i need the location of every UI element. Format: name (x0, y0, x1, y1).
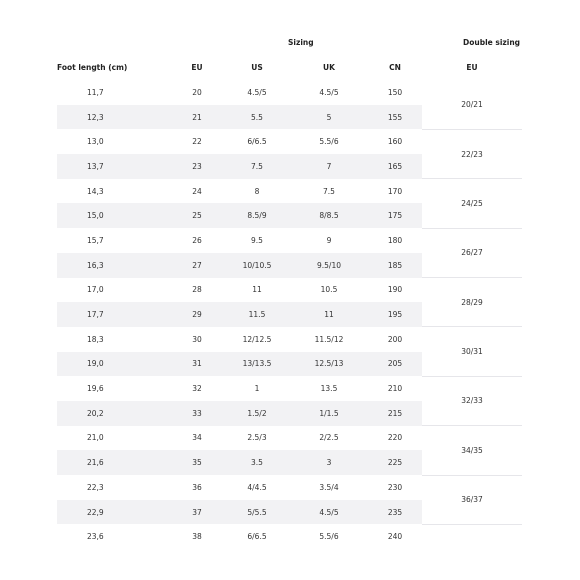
uk-cell: 2/2.5 (290, 426, 368, 451)
table-row (57, 228, 522, 253)
table-row (57, 376, 522, 401)
us-cell: 13/13.5 (224, 352, 290, 377)
table-row (57, 475, 522, 500)
cn-cell: 200 (368, 327, 422, 352)
table-row (57, 327, 522, 352)
eu-cell: 30 (170, 327, 224, 352)
cn-cell: 195 (368, 302, 422, 327)
foot-length-cell: 15,0 (57, 203, 170, 228)
foot-length-cell: 12,3 (57, 105, 170, 130)
us-cell: 11 (224, 278, 290, 303)
us-cell: 5.5 (224, 105, 290, 130)
uk-cell: 3 (290, 450, 368, 475)
double-sizing-cell: 26/27 (422, 228, 522, 277)
cn-cell: 235 (368, 500, 422, 525)
table-row (57, 129, 522, 154)
double-sizing-cell: 32/33 (422, 376, 522, 425)
table-row (57, 524, 522, 549)
cn-cell: 220 (368, 426, 422, 451)
us-cell: 12/12.5 (224, 327, 290, 352)
uk-cell: 5.5/6 (290, 524, 368, 549)
foot-length-cell: 13,0 (57, 129, 170, 154)
cn-cell: 225 (368, 450, 422, 475)
table-header-row (57, 55, 522, 80)
eu-cell: 22 (170, 129, 224, 154)
cn-cell: 180 (368, 228, 422, 253)
eu-cell: 35 (170, 450, 224, 475)
us-cell: 10/10.5 (224, 253, 290, 278)
foot-length-cell: 14,3 (57, 179, 170, 204)
header-double-eu: EU (422, 55, 522, 80)
foot-length-cell: 17,0 (57, 278, 170, 303)
cn-cell: 205 (368, 352, 422, 377)
size-table-body (57, 80, 522, 550)
us-cell: 8 (224, 179, 290, 204)
eu-cell: 24 (170, 179, 224, 204)
cn-cell: 155 (368, 105, 422, 130)
uk-cell: 7 (290, 154, 368, 179)
double-sizing-cell: 20/21 (422, 80, 522, 129)
foot-length-cell: 15,7 (57, 228, 170, 253)
header-us: US (224, 55, 290, 80)
foot-length-cell: 23,6 (57, 524, 170, 549)
eu-cell: 20 (170, 80, 224, 105)
foot-length-cell: 11,7 (57, 80, 170, 105)
uk-cell: 10.5 (290, 278, 368, 303)
us-cell: 3.5 (224, 450, 290, 475)
cn-cell: 240 (368, 524, 422, 549)
us-cell: 7.5 (224, 154, 290, 179)
table-row (57, 278, 522, 303)
eu-cell: 37 (170, 500, 224, 525)
cn-cell: 160 (368, 129, 422, 154)
cn-cell: 150 (368, 80, 422, 105)
double-sizing-cell (422, 524, 522, 549)
eu-cell: 29 (170, 302, 224, 327)
us-cell: 8.5/9 (224, 203, 290, 228)
eu-cell: 27 (170, 253, 224, 278)
double-sizing-group-header: Double sizing (463, 38, 521, 47)
foot-length-cell: 19,0 (57, 352, 170, 377)
us-cell: 1 (224, 376, 290, 401)
foot-length-cell: 17,7 (57, 302, 170, 327)
foot-length-cell: 19,6 (57, 376, 170, 401)
table-row (57, 80, 522, 105)
us-cell: 5/5.5 (224, 500, 290, 525)
foot-length-cell: 20,2 (57, 401, 170, 426)
cn-cell: 190 (368, 278, 422, 303)
uk-cell: 12.5/13 (290, 352, 368, 377)
uk-cell: 1/1.5 (290, 401, 368, 426)
header-eu: EU (170, 55, 224, 80)
cn-cell: 230 (368, 475, 422, 500)
foot-length-cell: 22,9 (57, 500, 170, 525)
uk-cell: 13.5 (290, 376, 368, 401)
eu-cell: 21 (170, 105, 224, 130)
eu-cell: 36 (170, 475, 224, 500)
uk-cell: 5.5/6 (290, 129, 368, 154)
double-sizing-cell: 30/31 (422, 327, 522, 376)
cn-cell: 175 (368, 203, 422, 228)
uk-cell: 5 (290, 105, 368, 130)
header-cn: CN (368, 55, 422, 80)
eu-cell: 32 (170, 376, 224, 401)
cn-cell: 215 (368, 401, 422, 426)
double-sizing-cell: 22/23 (422, 129, 522, 178)
uk-cell: 9 (290, 228, 368, 253)
us-cell: 11.5 (224, 302, 290, 327)
foot-length-cell: 21,0 (57, 426, 170, 451)
eu-cell: 28 (170, 278, 224, 303)
us-cell: 1.5/2 (224, 401, 290, 426)
double-sizing-cell: 24/25 (422, 179, 522, 228)
size-table (57, 55, 522, 550)
foot-length-cell: 22,3 (57, 475, 170, 500)
us-cell: 6/6.5 (224, 524, 290, 549)
uk-cell: 11 (290, 302, 368, 327)
eu-cell: 31 (170, 352, 224, 377)
us-cell: 6/6.5 (224, 129, 290, 154)
foot-length-cell: 13,7 (57, 154, 170, 179)
eu-cell: 23 (170, 154, 224, 179)
header-foot-length: Foot length (cm) (57, 55, 170, 80)
double-sizing-cell: 36/37 (422, 475, 522, 524)
table-row (57, 426, 522, 451)
uk-cell: 3.5/4 (290, 475, 368, 500)
eu-cell: 33 (170, 401, 224, 426)
uk-cell: 4.5/5 (290, 80, 368, 105)
us-cell: 9.5 (224, 228, 290, 253)
us-cell: 4.5/5 (224, 80, 290, 105)
eu-cell: 25 (170, 203, 224, 228)
foot-length-cell: 16,3 (57, 253, 170, 278)
uk-cell: 7.5 (290, 179, 368, 204)
uk-cell: 4.5/5 (290, 500, 368, 525)
cn-cell: 185 (368, 253, 422, 278)
cn-cell: 170 (368, 179, 422, 204)
double-sizing-cell: 34/35 (422, 426, 522, 475)
uk-cell: 9.5/10 (290, 253, 368, 278)
uk-cell: 11.5/12 (290, 327, 368, 352)
eu-cell: 34 (170, 426, 224, 451)
foot-length-cell: 18,3 (57, 327, 170, 352)
cn-cell: 165 (368, 154, 422, 179)
us-cell: 2.5/3 (224, 426, 290, 451)
uk-cell: 8/8.5 (290, 203, 368, 228)
cn-cell: 210 (368, 376, 422, 401)
header-uk: UK (290, 55, 368, 80)
table-row (57, 179, 522, 204)
sizing-group-header: Sizing (288, 38, 314, 47)
double-sizing-cell: 28/29 (422, 278, 522, 327)
us-cell: 4/4.5 (224, 475, 290, 500)
eu-cell: 38 (170, 524, 224, 549)
eu-cell: 26 (170, 228, 224, 253)
foot-length-cell: 21,6 (57, 450, 170, 475)
